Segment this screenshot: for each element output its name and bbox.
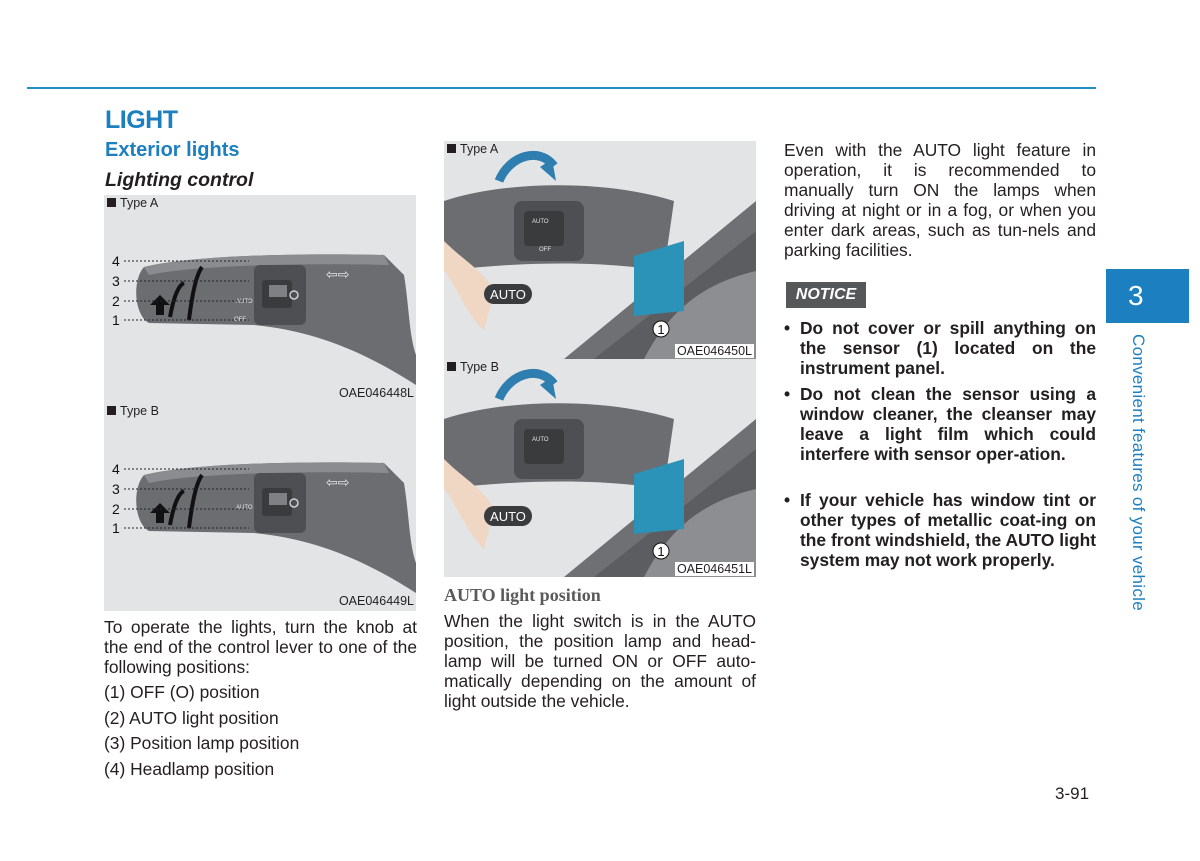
top-rule [27,87,1096,89]
intro-paragraph: To operate the lights, turn the knob at the end of the control lever to one of the following positions: [104,617,417,677]
switch-label-auto: AUTO [532,219,549,225]
subsection-title: Exterior lights [105,139,240,161]
sensor-number: 1 [657,544,665,559]
figure-code: OAE046449L [338,594,414,608]
auto-callout: AUTO [490,509,526,524]
position-number-4: 4 [112,461,120,477]
position-number-1: 1 [112,520,120,536]
figure-label: Type A [120,196,159,210]
position-number-2: 2 [112,293,120,309]
switch-label-off: OFF [234,317,246,323]
figure-code: OAE046451L [676,562,752,576]
page-number: 3-91 [1055,784,1090,803]
auto-callout: AUTO [490,287,526,302]
chapter-number-tab: 3 [1106,269,1189,323]
figure-label: Type A [460,142,499,156]
figure-lever-type-b [104,403,416,611]
lever-illustration [104,195,416,403]
notice-badge: NOTICE [786,282,866,308]
figure-lever-type-a [104,195,416,403]
sub-subsection-title: Lighting control [105,169,254,191]
position-number-3: 3 [112,481,120,497]
switch-label-off: OFF [539,247,551,253]
auto-heading: AUTO light position [444,585,601,605]
auto-illustration [444,359,756,577]
auto-paragraph: When the light switch is in the AUTO position, the position lamp and head-lamp will be turned ON or OFF auto-matically depending on the amount of light outside the vehicle. [444,611,756,711]
switch-label-auto: AUTO [236,299,253,305]
figure-code: OAE046448L [338,386,414,400]
figure-code: OAE046450L [676,344,752,358]
recommendation-paragraph: Even with the AUTO light feature in operation, it is recommended to manually turn ON the lamps when driving at night or in a fog, or when you enter dark areas, such as tun-nels and parking facilities. [784,140,1096,260]
lever-illustration [104,403,416,611]
sensor-number: 1 [657,322,665,337]
notice-bullet: Do not clean the sensor using a window cleaner, the cleanser may leave a light film which could interfere with sensor oper-ation. [800,384,1096,464]
figure-auto-type-a [444,141,756,359]
position-item: (4) Headlamp position [104,759,275,779]
position-number-4: 4 [112,253,120,269]
position-number-2: 2 [112,501,120,517]
notice-bullet: If your vehicle has window tint or other types of metallic coat-ing on the front windshield, the AUTO light system may not work properly. [800,490,1096,570]
position-number-1: 1 [112,312,120,328]
auto-illustration [444,141,756,359]
position-item: (2) AUTO light position [104,708,279,728]
position-number-3: 3 [112,273,120,289]
switch-label-auto: AUTO [236,505,253,511]
position-item: (3) Position lamp position [104,733,300,753]
section-title: LIGHT [105,106,178,134]
switch-label-auto: AUTO [532,437,549,443]
svg-text:⇦⇨: ⇦⇨ [326,474,350,490]
chapter-title: Convenient features of your vehicle [1129,334,1148,611]
position-item: (1) OFF (O) position [104,682,260,702]
figure-label: Type B [460,360,499,374]
notice-bullet: Do not cover or spill anything on the sensor (1) located on the instrument panel. [800,318,1096,378]
figure-auto-type-b [444,359,756,577]
figure-label: Type B [120,404,159,418]
svg-text:⇦⇨: ⇦⇨ [326,266,350,282]
